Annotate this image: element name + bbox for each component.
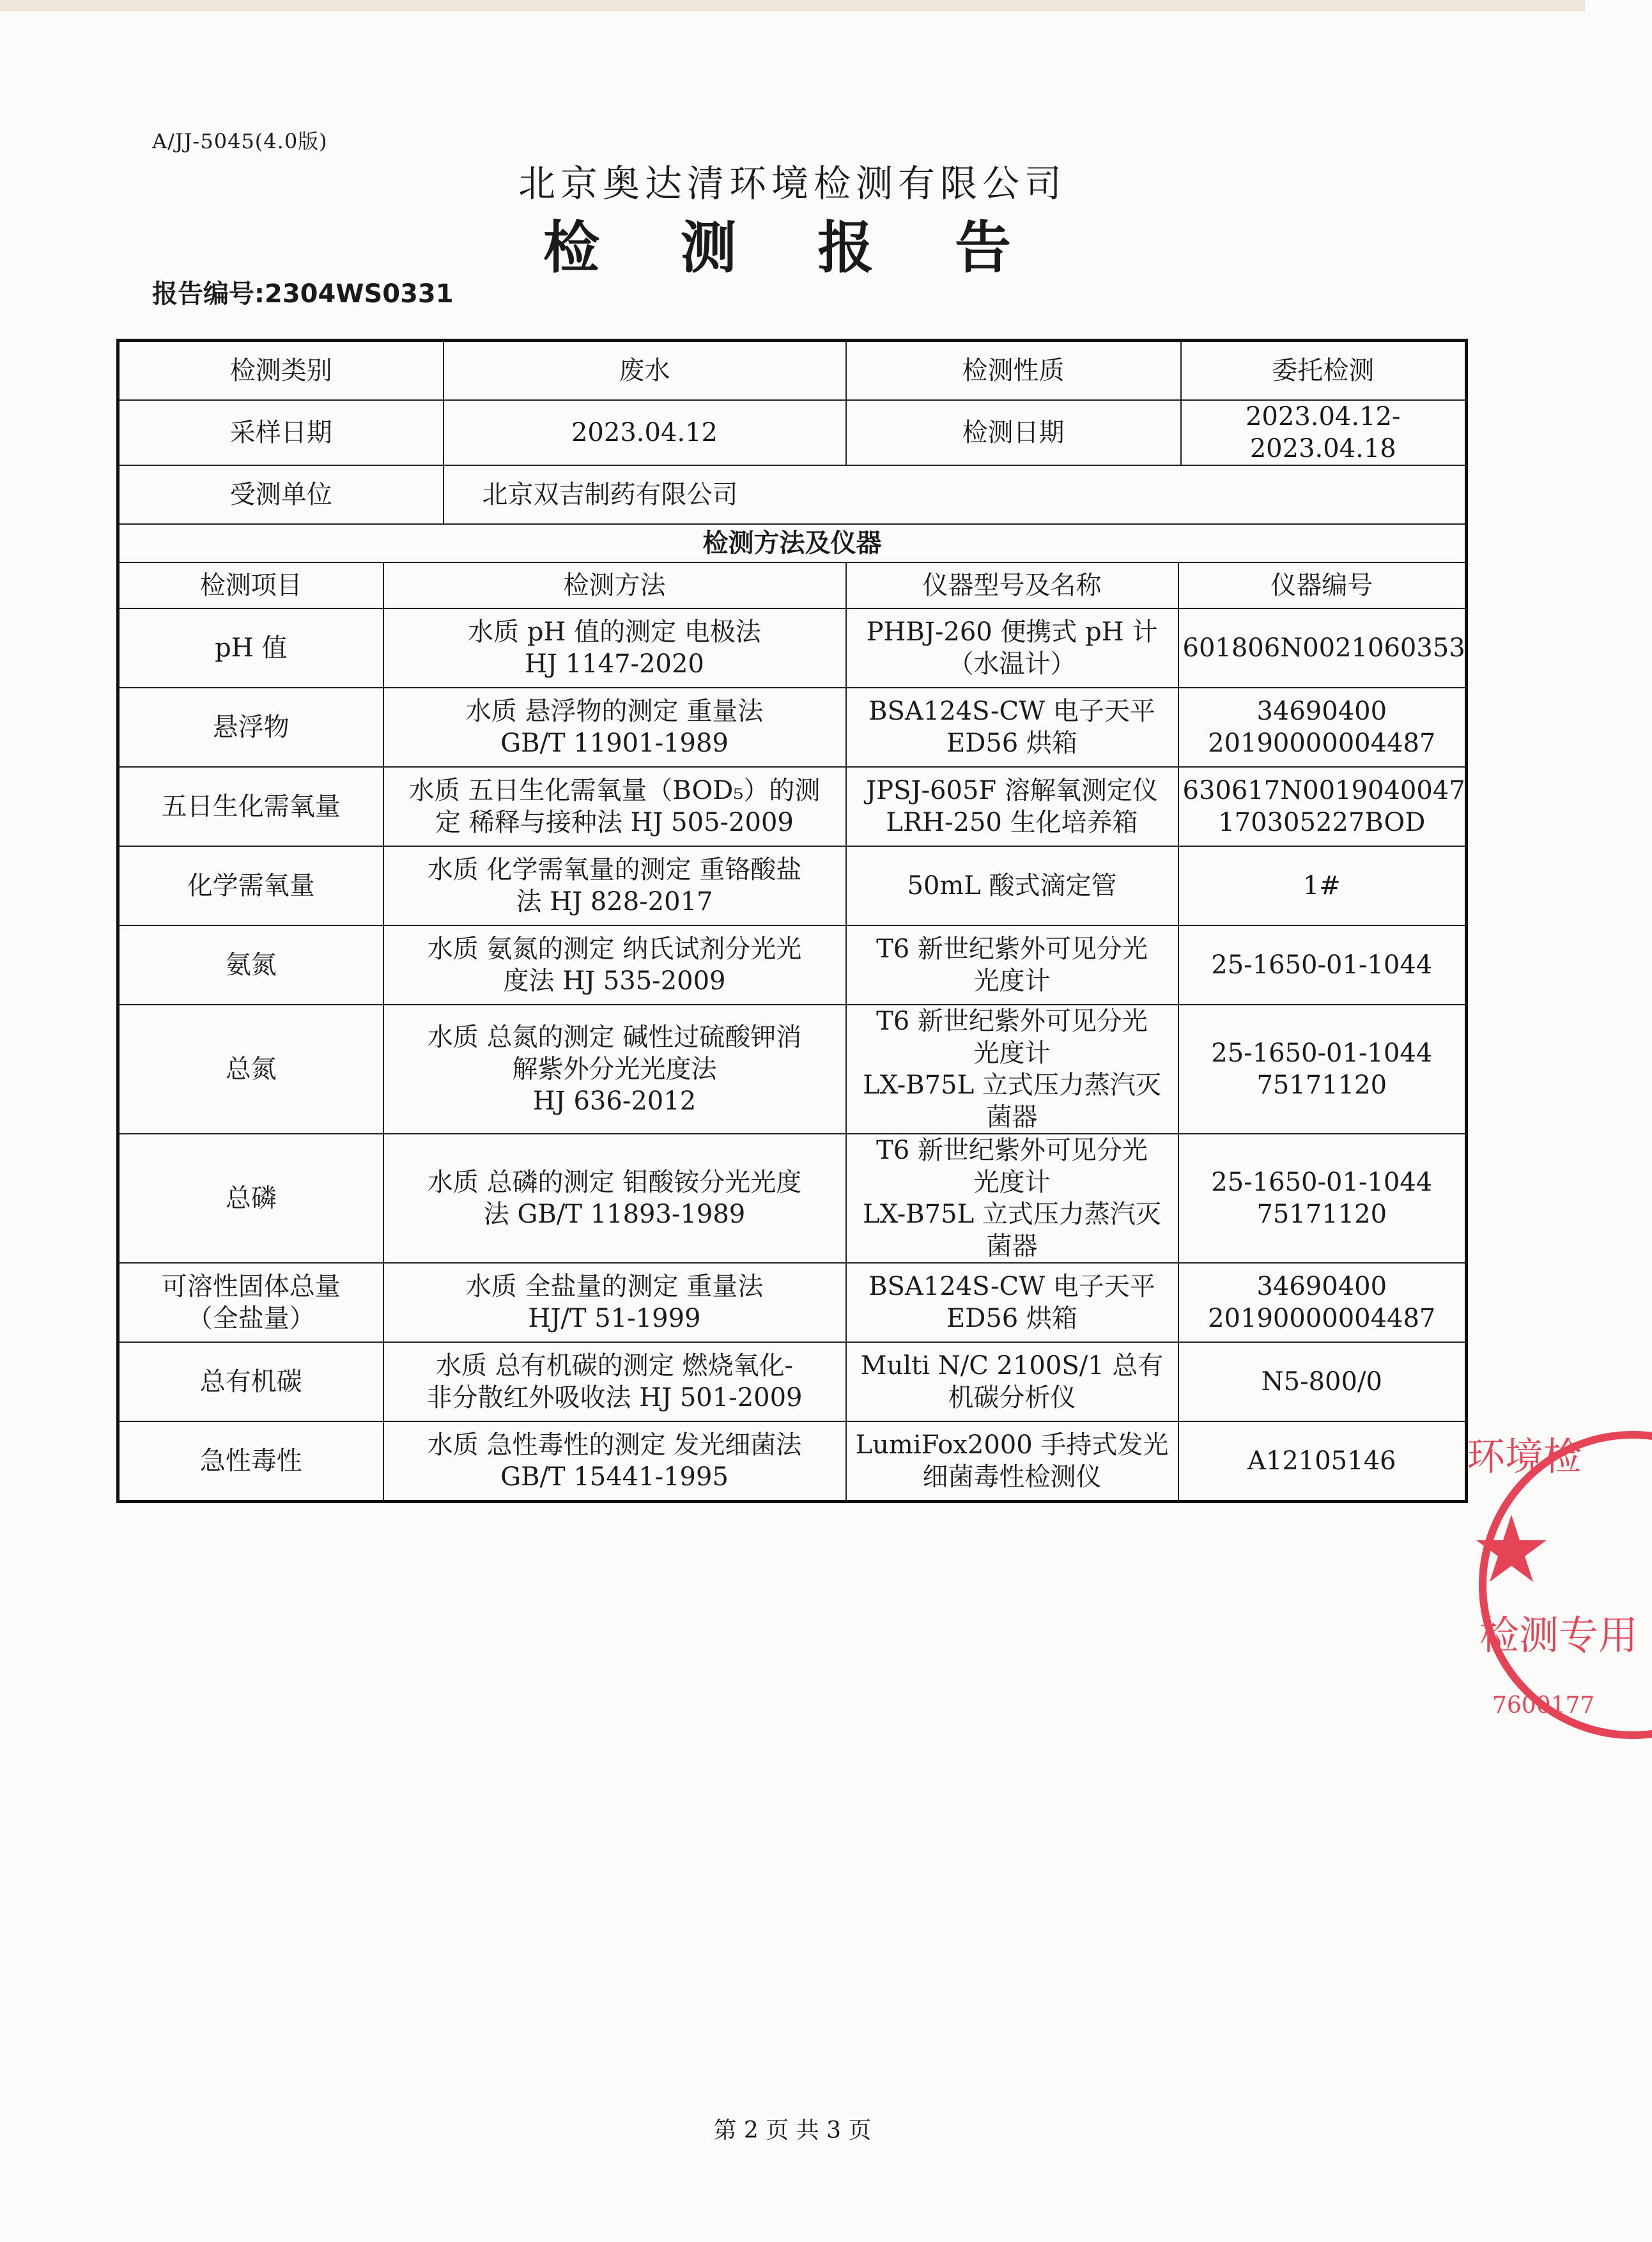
client-value: 北京双吉制药有限公司 — [444, 465, 1467, 524]
sampling-label: 采样日期 — [118, 400, 444, 465]
item-cell: 化学需氧量 — [118, 846, 383, 925]
table-row — [118, 1342, 1467, 1421]
number-cell — [1178, 1005, 1467, 1134]
category-value: 废水 — [444, 341, 846, 401]
number-line: 34690400 — [1256, 1272, 1387, 1301]
instrument-cell — [846, 767, 1178, 846]
item-cell: 总磷 — [118, 1134, 383, 1263]
category-label: 检测类别 — [118, 341, 444, 401]
number-cell — [1178, 1342, 1467, 1421]
method-line: 非分散红外吸收法 HJ 501-2009 — [426, 1383, 803, 1412]
instrument-line: ED56 烘箱 — [946, 1304, 1077, 1333]
table-row — [118, 846, 1467, 925]
method-line: 水质 五日生化需氧量（BOD₅）的测 — [408, 776, 821, 805]
instrument-cell — [846, 1421, 1178, 1502]
column-header: 仪器型号及名称 — [846, 562, 1178, 608]
instrument-line: 菌器 — [986, 1102, 1038, 1132]
method-line: 水质 悬浮物的测定 重量法 — [465, 697, 764, 726]
item-cell: 总有机碳 — [118, 1342, 383, 1421]
info-row-client — [118, 465, 1467, 524]
column-header: 检测项目 — [118, 562, 383, 608]
company-name: 北京奥达清环境检测有限公司 — [518, 162, 1067, 205]
method-line: GB/T 11901-1989 — [500, 729, 729, 758]
method-line: 水质 急性毒性的测定 发光细菌法 — [427, 1430, 802, 1460]
number-cell — [1178, 1134, 1467, 1263]
instrument-line: BSA124S-CW 电子天平 — [868, 697, 1155, 726]
instrument-line: 机碳分析仪 — [948, 1383, 1076, 1412]
report-number: 报告编号:2304WS0331 — [152, 279, 454, 309]
table-row — [118, 925, 1467, 1005]
page-number: 第 2 页 共 3 页 — [713, 2117, 872, 2144]
method-line: 法 HJ 828-2017 — [516, 887, 713, 916]
column-header: 仪器编号 — [1178, 562, 1467, 608]
number-line: 75171120 — [1256, 1071, 1387, 1100]
instrument-line: LX-B75L 立式压力蒸汽灭 — [863, 1200, 1161, 1229]
number-line: 75171120 — [1256, 1200, 1387, 1229]
table-row — [118, 767, 1467, 846]
number-line: 1# — [1302, 871, 1341, 901]
sampling-value: 2023.04.12 — [444, 400, 846, 465]
instrument-line: Multi N/C 2100S/1 总有 — [860, 1351, 1164, 1380]
method-line: 水质 氨氮的测定 纳氏试剂分光光 — [427, 934, 802, 964]
method-cell — [383, 1134, 846, 1263]
scan-edge — [0, 0, 1585, 12]
instrument-cell — [846, 608, 1178, 688]
method-line: 水质 总磷的测定 钼酸铵分光光度 — [427, 1168, 802, 1197]
item-cell: 可溶性固体总量（全盐量） — [118, 1263, 383, 1342]
item-cell: 氨氮 — [118, 925, 383, 1005]
number-cell — [1178, 846, 1467, 925]
column-header: 检测方法 — [383, 562, 846, 608]
seal-ring — [1483, 1435, 1652, 1735]
info-row-category — [118, 341, 1467, 401]
method-cell — [383, 1005, 846, 1134]
method-cell — [383, 1421, 846, 1502]
number-cell — [1178, 767, 1467, 846]
method-line: HJ 1147-2020 — [525, 649, 704, 679]
method-line: 法 GB/T 11893-1989 — [483, 1200, 746, 1229]
instrument-line: LRH-250 生化培养箱 — [886, 808, 1138, 837]
method-cell — [383, 767, 846, 846]
instrument-cell — [846, 1342, 1178, 1421]
instrument-line: JPSJ-605F 溶解氧测定仪 — [866, 776, 1158, 805]
number-line: N5-800/0 — [1261, 1367, 1382, 1396]
number-line: 25-1650-01-1044 — [1211, 1168, 1433, 1197]
method-line: 解紫外分光光度法 — [512, 1055, 717, 1084]
page-title: 检 测 报 告 — [543, 215, 1042, 281]
number-cell — [1178, 1263, 1467, 1342]
client-label: 受测单位 — [118, 465, 444, 524]
item-cell: 悬浮物 — [118, 688, 383, 767]
number-line: 34690400 — [1256, 697, 1387, 726]
instrument-line: 50mL 酸式滴定管 — [907, 871, 1117, 901]
number-cell — [1178, 925, 1467, 1005]
instrument-cell — [846, 1134, 1178, 1263]
instrument-cell — [846, 925, 1178, 1005]
method-line: 定 稀释与接种法 HJ 505-2009 — [435, 808, 794, 837]
instrument-line: BSA124S-CW 电子天平 — [868, 1272, 1155, 1301]
method-line: 水质 总有机碳的测定 燃烧氧化- — [436, 1351, 793, 1380]
instrument-cell — [846, 1005, 1178, 1134]
number-line: A12105146 — [1247, 1446, 1396, 1476]
instrument-line: ED56 烘箱 — [946, 729, 1077, 758]
method-line: 水质 pH 值的测定 电极法 — [468, 617, 761, 647]
method-cell — [383, 1342, 846, 1421]
instrument-line: LX-B75L 立式压力蒸汽灭 — [863, 1071, 1161, 1100]
instrument-line: 细菌毒性检测仪 — [922, 1462, 1102, 1492]
method-line: 度法 HJ 535-2009 — [503, 966, 726, 996]
instrument-cell — [846, 846, 1178, 925]
table-row — [118, 688, 1467, 767]
seal-text-bottom: 检测专用 — [1479, 1612, 1639, 1658]
instrument-cell — [846, 1263, 1178, 1342]
instrument-line: （水温计） — [948, 649, 1076, 679]
method-cell — [383, 688, 846, 767]
instrument-line: T6 新世纪紫外可见分光 — [876, 934, 1148, 964]
number-line: 630617N0019040047 — [1182, 776, 1465, 805]
item-cell: 急性毒性 — [118, 1421, 383, 1502]
method-line: HJ/T 51-1999 — [528, 1304, 701, 1333]
instrument-line: LumiFox2000 手持式发光 — [855, 1430, 1169, 1460]
company-seal — [1441, 1419, 1652, 1751]
instrument-line: PHBJ-260 便携式 pH 计 — [866, 617, 1158, 647]
number-line: 25-1650-01-1044 — [1211, 1039, 1433, 1068]
number-line: 601806N0021060353 — [1182, 633, 1465, 663]
number-line: 170305227BOD — [1218, 808, 1426, 837]
method-line: 水质 全盐量的测定 重量法 — [465, 1272, 764, 1301]
nature-label: 检测性质 — [846, 341, 1181, 401]
table-row — [118, 1421, 1467, 1502]
number-cell — [1178, 608, 1467, 688]
seal-text-top: 环境检 — [1467, 1435, 1582, 1480]
number-cell — [1178, 1421, 1467, 1502]
method-cell — [383, 846, 846, 925]
number-line: 20190000004487 — [1208, 729, 1436, 758]
instrument-line: 光度计 — [973, 966, 1051, 996]
instrument-line: 光度计 — [973, 1039, 1051, 1068]
report-table — [116, 339, 1468, 1503]
method-line: 水质 化学需氧量的测定 重铬酸盐 — [427, 855, 802, 885]
section-title-row — [118, 524, 1467, 562]
number-cell — [1178, 688, 1467, 767]
instrument-line: T6 新世纪紫外可见分光 — [876, 1007, 1148, 1036]
method-cell — [383, 925, 846, 1005]
item-cell: 总氮 — [118, 1005, 383, 1134]
table-row — [118, 1134, 1467, 1263]
number-line: 25-1650-01-1044 — [1211, 950, 1433, 980]
item-cell: pH 值 — [118, 608, 383, 688]
table-row — [118, 1263, 1467, 1342]
nature-value: 委托检测 — [1181, 341, 1467, 401]
seal-code: 7600177 — [1492, 1692, 1595, 1719]
instrument-cell — [846, 688, 1178, 767]
item-cell: 五日生化需氧量 — [118, 767, 383, 846]
section-title: 检测方法及仪器 — [118, 524, 1467, 562]
test-date-value: 2023.04.12-2023.04.18 — [1181, 400, 1467, 465]
instrument-line: 光度计 — [973, 1168, 1051, 1197]
number-line: 20190000004487 — [1208, 1304, 1436, 1333]
method-line: 水质 总氮的测定 碱性过硫酸钾消 — [427, 1023, 802, 1052]
test-date-label: 检测日期 — [846, 400, 1181, 465]
instrument-line: T6 新世纪紫外可见分光 — [876, 1136, 1148, 1165]
instrument-line: 菌器 — [986, 1232, 1038, 1261]
method-cell — [383, 608, 846, 688]
table-row — [118, 608, 1467, 688]
method-line: HJ 636-2012 — [532, 1086, 697, 1116]
method-cell — [383, 1263, 846, 1342]
form-code: A/JJ-5045(4.0版) — [152, 129, 328, 153]
table-row — [118, 1005, 1467, 1134]
info-row-dates — [118, 400, 1467, 465]
method-line: GB/T 15441-1995 — [500, 1462, 729, 1492]
column-header-row — [118, 562, 1467, 608]
